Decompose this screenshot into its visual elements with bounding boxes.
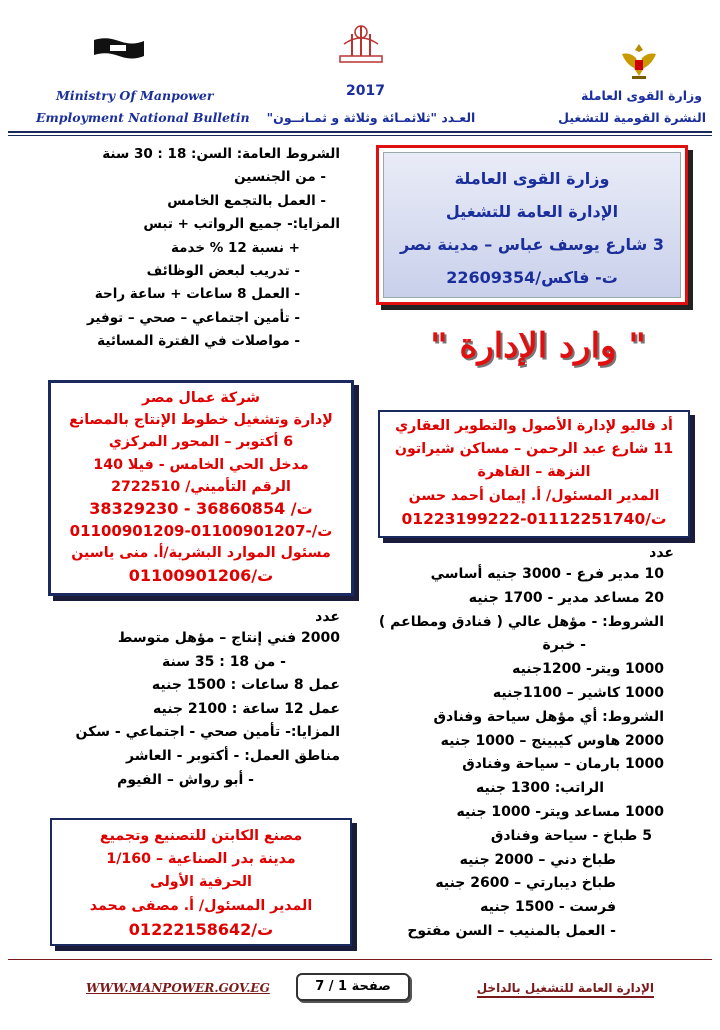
bulletin-ar: النشرة القومية للتشغيل xyxy=(558,110,706,125)
text-line: - العمل بالتجمع الخامس xyxy=(167,192,326,209)
job-line: 5 طباخ - سياحة وفنادق xyxy=(490,827,652,844)
address-box xyxy=(376,145,688,305)
section-title: " وارد الإدارة " xyxy=(429,326,647,366)
job-line: 2000 فني إنتاج – مؤهل متوسط xyxy=(117,630,340,646)
company-line: 6 أكتوبر – المحور المركزي xyxy=(108,434,294,451)
job-line: - خبرة xyxy=(542,637,586,654)
job-line: الشروط: أي مؤهل سياحة وفنادق xyxy=(433,708,664,725)
company-name: مصنع الكابتن للتصنيع وتجميع xyxy=(99,828,303,844)
header-rule-thin xyxy=(8,135,712,136)
job-line: طباخ ديبارتي – 2600 جنيه xyxy=(435,875,616,892)
ministry-ar: وزارة القوى العاملة xyxy=(581,88,702,103)
ministry-en: Ministry Of Manpower xyxy=(56,88,214,103)
company-line: النزهة – القاهرة xyxy=(477,464,591,481)
address-line: ت- فاكس/22609354 xyxy=(446,268,618,287)
job-line: - من 18 : 35 سنة xyxy=(161,653,286,670)
job-line: الشروط: - مؤهل عالي ( فنادق ومطاعم ) xyxy=(378,613,664,630)
count-heading: عدد xyxy=(315,609,340,625)
year: 2017 xyxy=(346,83,385,99)
text-line: - تأمين اجتماعي – صحي – توفير xyxy=(86,309,300,326)
company-line: المدير المسئول/ أ. مصفى محمد xyxy=(89,897,313,914)
issue-number: العـدد "ثلاثمـائة وثلاثة و ثمـانــون" xyxy=(266,110,476,125)
job-line: طباخ دني – 2000 جنيه xyxy=(459,851,616,868)
address-line: 3 شارع يوسف عباس – مدينة نصر xyxy=(400,235,664,254)
job-line: - العمل بالمنيب – السن مفتوح xyxy=(407,922,616,939)
job-line: مناطق العمل: - أكتوبر - العاشر xyxy=(126,747,340,764)
top-left-conditions xyxy=(40,143,340,354)
company-line: الحرفية الأولى xyxy=(150,874,252,891)
job-line: 1000 مساعد ويتر- 1000 جنيه xyxy=(456,803,664,820)
job-line: فرست - 1500 جنيه xyxy=(480,899,616,916)
manpower-emblem-icon xyxy=(334,22,388,66)
company-line: مسئول الموارد البشرية/أ. منى ياسين xyxy=(71,545,331,562)
job-line: الراتب: 1300 جنيه xyxy=(476,780,604,797)
footer-rule xyxy=(8,959,712,960)
job-line: 1000 بارمان – سياحة وفنادق xyxy=(462,756,664,773)
department-footer: الإدارة العامة للتشغيل بالداخل xyxy=(477,981,654,998)
bulletin-en: Employment National Bulletin xyxy=(36,110,250,125)
header xyxy=(0,0,720,140)
job-line: 1000 ويتر- 1200جنيه xyxy=(512,661,664,678)
job-line: عمل 8 ساعات : 1500 جنيه xyxy=(151,677,340,694)
job-line: 2000 هاوس كيبينج – 1000 جنيه xyxy=(440,732,664,749)
job-line: 10 مدير فرع - 3000 جنيه أساسي xyxy=(430,566,664,582)
company-line: ت/01100901206 xyxy=(128,565,274,585)
flag-icon xyxy=(92,36,146,62)
misr-jobs xyxy=(40,607,340,792)
misr-company-box xyxy=(48,380,354,596)
address-line: الإدارة العامة للتشغيل xyxy=(445,202,619,221)
company-line: ت/ 36860854 - 38329230 xyxy=(89,499,313,519)
text-line: - تدريب لبعض الوظائف xyxy=(146,263,300,280)
text-line: الشروط العامة: السن: 18 : 30 سنة xyxy=(102,146,340,162)
text-line: - العمل 8 ساعات + ساعة راحة xyxy=(94,286,300,303)
job-line: 1000 كاشير – 1100جنيه xyxy=(492,684,664,701)
company-line: ت/-01100901207-01100901209 xyxy=(69,522,333,541)
valeo-jobs xyxy=(378,543,674,944)
job-line: المزايا:- تأمين صحي - اجتماعي - سكن xyxy=(75,724,340,741)
captain-company-box xyxy=(50,818,352,946)
text-line: - مواصلات في الفترة المسائية xyxy=(97,333,300,350)
company-name: شركة عمال مصر xyxy=(142,390,260,406)
job-line: عمل 12 ساعة : 2100 جنيه xyxy=(153,700,340,717)
company-line: مدينة بدر الصناعية – 1/160 xyxy=(106,851,296,868)
company-line: مدخل الحي الخامس - فيلا 140 xyxy=(93,456,309,473)
company-line: لإدارة وتشغيل خطوط الإنتاج بالمصانع xyxy=(69,412,333,429)
text-line: المزايا:- جميع الرواتب + تبس xyxy=(143,216,340,233)
company-line: ت/01112251740-01223199222 xyxy=(401,509,667,528)
count-heading: عدد xyxy=(649,545,674,561)
job-line: - أبو رواش – الفيوم xyxy=(117,771,254,788)
company-line: الرقم التأميني/ 2722510 xyxy=(111,478,291,495)
valeo-company-box xyxy=(378,410,690,538)
header-rule xyxy=(8,131,712,133)
company-name: أد فاليو لإدارة الأصول والتطوير العقاري xyxy=(395,418,673,434)
company-line: ت/01222158642 xyxy=(128,919,274,939)
footer xyxy=(0,955,720,1030)
job-line: 20 مساعد مدير - 1700 جنيه xyxy=(468,589,664,606)
address-line: وزارة القوى العاملة xyxy=(454,169,610,188)
page-number: صفحة 1 / 7 xyxy=(296,973,410,1001)
company-line: 11 شارع عبد الرحمن – مساكن شيراتون xyxy=(394,441,674,458)
eagle-emblem-icon xyxy=(618,40,660,82)
text-line: - من الجنسين xyxy=(234,169,326,186)
company-line: المدير المسئول/ أ. إيمان أحمد حسن xyxy=(408,487,660,504)
text-line: + نسبة 12 % خدمة xyxy=(170,239,300,256)
website-link[interactable]: WWW.MANPOWER.GOV.EG xyxy=(86,981,270,995)
